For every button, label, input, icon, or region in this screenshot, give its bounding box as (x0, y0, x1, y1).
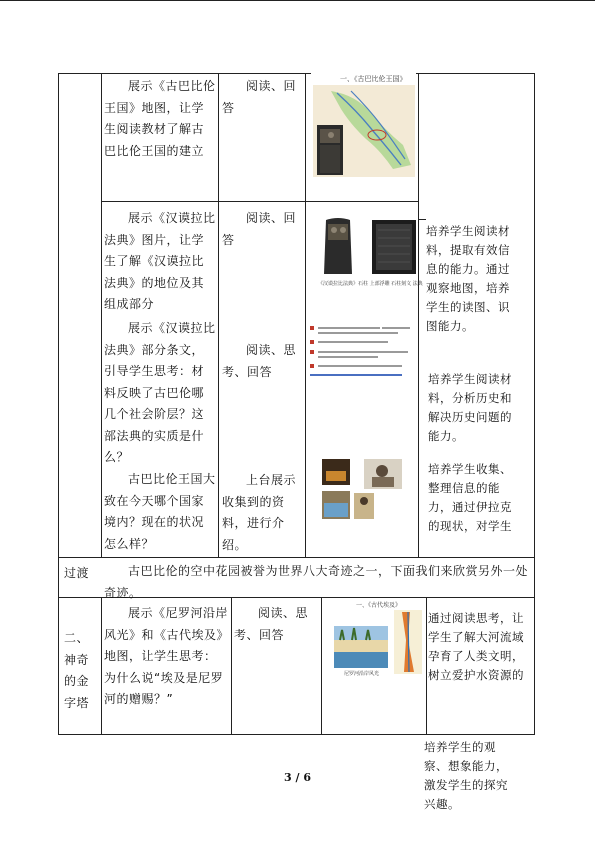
code-articles-slide (308, 322, 416, 384)
row-divider-1 (101, 201, 418, 202)
student-activity-read-answer-2: 阅读、回答 (222, 211, 297, 247)
activity-code-articles: 展示《汉谟拉比法典》部分条文，引导学生思考：材料反映了古巴伦哪几个社会阶层？这部法典的实质是什么？ (104, 321, 216, 464)
intent-iraq: 培养学生收集、整理信息的能力，通过伊拉克的现状，对学生 (428, 462, 512, 533)
page-top-rule (0, 0, 595, 1)
hammurabi-stele-images (312, 216, 418, 280)
table-border-left (58, 73, 59, 734)
hammurabi-caption: 《汉谟拉比法典》石柱 上部浮雕 石柱刻文 法典 (318, 281, 423, 287)
student-activity-read-answer: 阅读、回答 (222, 79, 297, 115)
activity-hammurabi-code: 展示《汉谟拉比法典》图片，让学生了解《汉谟拉比法典》的地位及其组成部分 (104, 211, 216, 311)
student-activity-nile: 阅读、思考、回答 (234, 606, 309, 642)
col-divider-3b (321, 597, 322, 734)
col-divider-2b (231, 597, 232, 734)
page-number: 3 / 6 (284, 771, 311, 784)
student-activity-present: 上台展示收集到的资料，进行介绍。 (222, 473, 297, 552)
intent-reading-map: 培养学生阅读材料，提取有效信息的能力。通过观察地图，培养学生的读图、识图能力。 (426, 222, 520, 336)
intent-box-top (418, 219, 426, 220)
activity-nile: 展示《尼罗河沿岸风光》和《古代埃及》地图，让学生思考：为什么说“埃及是尼罗河的赠赐？” (104, 606, 229, 706)
student-activity-read-think-answer: 阅读、思考、回答 (222, 343, 297, 379)
col-divider-4b (426, 597, 427, 734)
col-divider-1b (101, 597, 102, 734)
col-divider-2 (218, 73, 219, 557)
section2-title: 二、神奇的金字塔 (64, 631, 90, 710)
col-divider-1 (101, 73, 102, 557)
babylon-map-image (311, 73, 416, 178)
row-divider-transition-top (58, 557, 535, 558)
nile-photo-caption: 尼罗河沿岸风光 (344, 671, 380, 677)
table-border-top (58, 73, 535, 74)
activity-babylon-map: 展示《古巴比伦王国》地图，让学生阅读教材了解古巴比伦王国的建立 (104, 79, 216, 158)
col-divider-3 (305, 73, 306, 557)
table-border-bottom (58, 734, 535, 735)
activity-iraq-location: 古巴比伦王国大致在今天哪个国家境内？现在的状况怎么样？ (104, 472, 216, 551)
egypt-map-caption: 一、《古代埃及》 (356, 602, 402, 609)
transition-label: 过渡 (64, 566, 90, 580)
babylon-map-caption: 一、《古巴比伦王国》 (340, 75, 407, 83)
table-border-right (534, 73, 535, 734)
intent-nile: 通过阅读思考，让学生了解大河流域孕育了人类文明，树立爱护水资源的 (428, 611, 524, 682)
iraq-photos (320, 457, 406, 521)
intent-analysis: 培养学生阅读材料，分析历史和解决历史问题的能力。 (428, 372, 512, 443)
col-divider-4 (418, 73, 419, 557)
transition-text: 古巴比伦的空中花园被誉为世界八大奇迹之一，下面我们来欣赏另外一处奇迹。 (104, 564, 529, 600)
overflow-intent-note: 培养学生的观察、想象能力，激发学生的探究兴趣。 (424, 740, 508, 811)
